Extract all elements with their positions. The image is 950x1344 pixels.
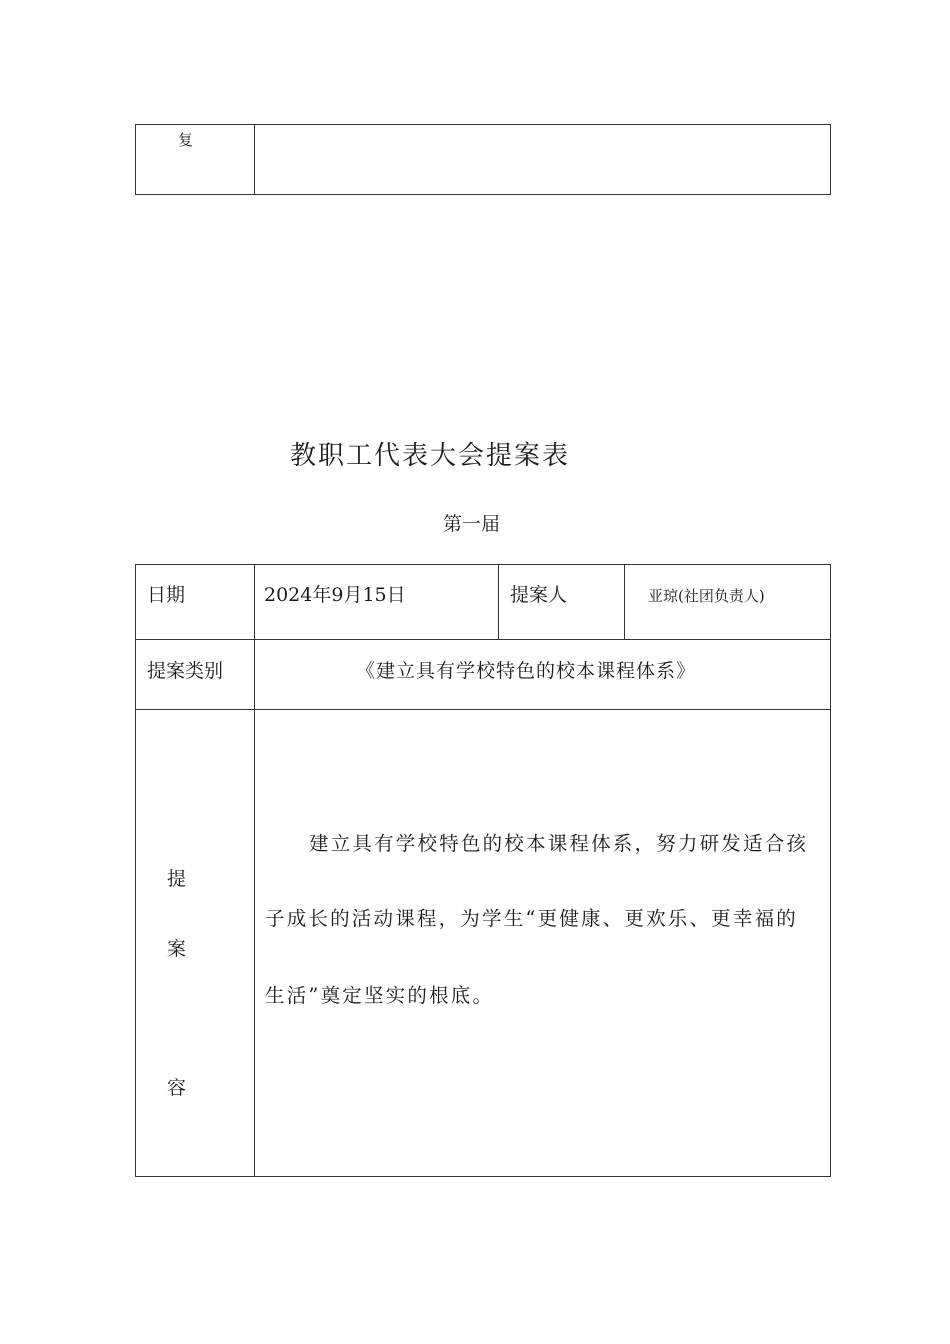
date-value: 2024年9月15日 <box>264 584 406 606</box>
date-label: 日期 <box>147 584 186 606</box>
proposer-label: 提案人 <box>510 584 568 606</box>
content-label-char-3: 容 <box>167 1077 187 1099</box>
content-line-3: 生活”奠定坚实的根底。 <box>265 984 495 1007</box>
session-label: 第一届 <box>443 513 501 535</box>
content-label-char-1: 提 <box>167 868 187 890</box>
content-line-1: 建立具有学校特色的校本课程体系，努力研发适合孩 <box>309 832 809 855</box>
form-title: 教职工代表大会提案表 <box>290 441 571 471</box>
proposer-value: 亚琼(社团负责人) <box>648 587 765 605</box>
top-table-label: 复 <box>178 131 194 149</box>
content-line-2: 子成长的活动课程，为学生“更健康、更欢乐、更幸福的 <box>265 907 798 930</box>
content-label-char-2: 案 <box>167 938 187 960</box>
category-value: 《建立具有学校特色的校本课程体系》 <box>356 660 697 682</box>
category-label: 提案类别 <box>147 660 224 682</box>
